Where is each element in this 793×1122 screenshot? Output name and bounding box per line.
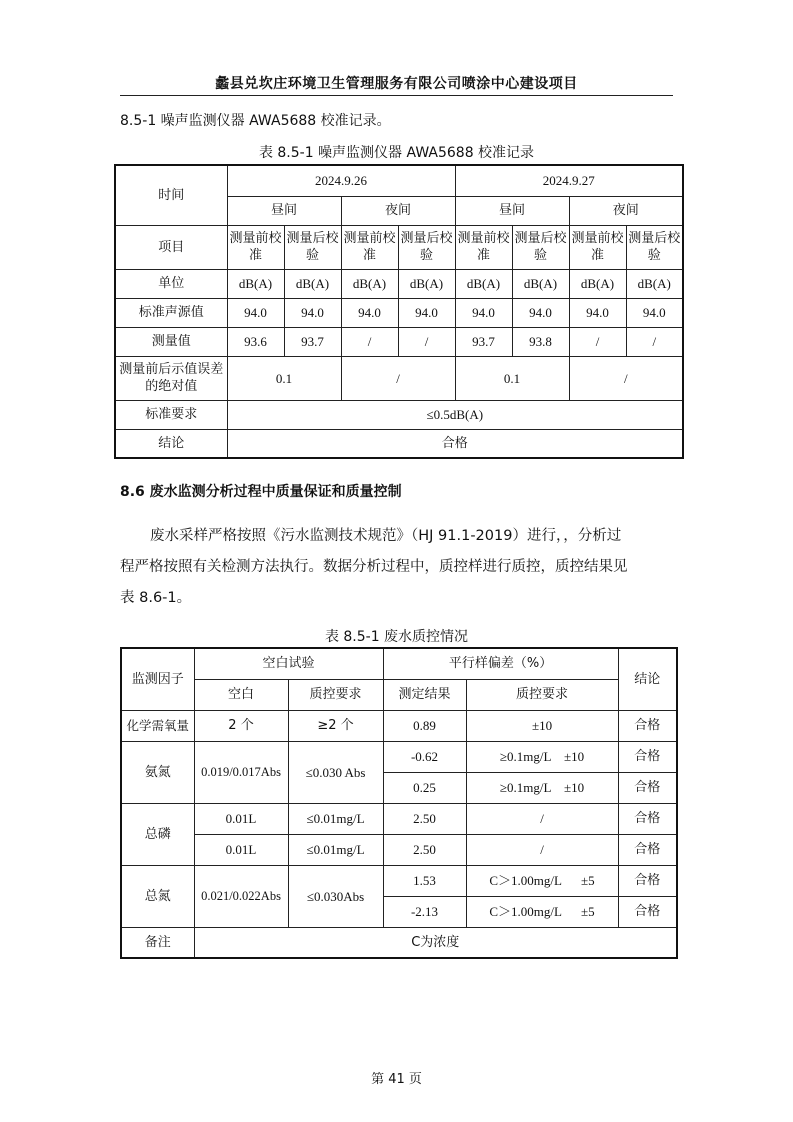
conclusion-cell: 合格	[618, 772, 677, 803]
item-cell: 测量后校验	[284, 225, 341, 269]
result-req-cell: ≥0.1mg/L ±10	[466, 772, 618, 803]
blank-req-cell: ≤0.030 Abs	[288, 741, 383, 803]
result-req-cell: ±10	[466, 710, 618, 741]
abs-error-cell: /	[569, 356, 683, 400]
standard-cell: 94.0	[512, 298, 569, 327]
page-header-title: 蠡县兑坎庄环境卫生管理服务有限公司喷涂中心建设项目	[215, 76, 578, 92]
result-cell: -2.13	[383, 896, 466, 927]
item-cell: 测量后校验	[398, 225, 455, 269]
remark-value: C为浓度	[194, 927, 677, 958]
conclusion-value: 合格	[227, 429, 683, 458]
measured-cell: 93.6	[227, 327, 284, 356]
conclusion-header: 结论	[618, 648, 677, 710]
requirement-value: ≤0.5dB(A)	[227, 400, 683, 429]
result-req-cell: ≥0.1mg/L ±10	[466, 741, 618, 772]
header-divider	[120, 95, 673, 96]
conclusion-label: 结论	[115, 429, 227, 458]
blank-cell: 0.019/0.017Abs	[194, 741, 288, 803]
abs-error-cell: 0.1	[227, 356, 341, 400]
standard-label: 标准声源值	[115, 298, 227, 327]
abs-error-label: 测量前后示值误差的绝对值	[115, 356, 227, 400]
measured-cell: /	[626, 327, 683, 356]
abs-error-cell: /	[341, 356, 455, 400]
measured-cell: /	[341, 327, 398, 356]
blank-cell: 0.01L	[194, 803, 288, 834]
qc-requirement-header: 质控要求	[288, 679, 383, 710]
standard-cell: 94.0	[227, 298, 284, 327]
time-label: 时间	[115, 165, 227, 225]
unit-cell: dB(A)	[398, 269, 455, 298]
page-number: 第 41 页	[371, 1072, 422, 1087]
blank-req-cell: ≥2 个	[288, 710, 383, 741]
conclusion-cell: 合格	[618, 865, 677, 896]
date-header: 2024.9.27	[455, 165, 683, 196]
parallel-header: 平行样偏差（%）	[383, 648, 618, 679]
measured-cell: /	[398, 327, 455, 356]
period-header: 昼间	[455, 196, 569, 225]
abs-error-cell: 0.1	[455, 356, 569, 400]
qc-requirement-header: 质控要求	[466, 679, 618, 710]
result-cell: 0.25	[383, 772, 466, 803]
table1-caption: 表 8.5-1 噪声监测仪器 AWA5688 校准记录	[258, 145, 535, 161]
measured-cell: 93.7	[455, 327, 512, 356]
body-paragraph	[120, 521, 676, 614]
standard-cell: 94.0	[341, 298, 398, 327]
result-req-cell: /	[466, 834, 618, 865]
blank-req-cell: ≤0.01mg/L	[288, 834, 383, 865]
item-cell: 测量前校准	[569, 225, 626, 269]
unit-cell: dB(A)	[569, 269, 626, 298]
item-cell: 测量前校准	[227, 225, 284, 269]
blank-header: 空白	[194, 679, 288, 710]
section-title: 8.6 废水监测分析过程中质量保证和质量控制	[120, 484, 402, 500]
item-label: 项目	[115, 225, 227, 269]
result-cell: 0.89	[383, 710, 466, 741]
result-req-cell: /	[466, 803, 618, 834]
period-header: 夜间	[341, 196, 455, 225]
unit-cell: dB(A)	[455, 269, 512, 298]
period-header: 昼间	[227, 196, 341, 225]
period-header: 夜间	[569, 196, 683, 225]
standard-cell: 94.0	[626, 298, 683, 327]
subsection-title: 8.5-1 噪声监测仪器 AWA5688 校准记录。	[120, 113, 391, 129]
standard-cell: 94.0	[398, 298, 455, 327]
unit-cell: dB(A)	[284, 269, 341, 298]
measured-cell: /	[569, 327, 626, 356]
wastewater-qc-table	[120, 647, 678, 959]
result-cell: 1.53	[383, 865, 466, 896]
factor-cell: 化学需氧量	[121, 710, 194, 741]
blank-cell: 0.01L	[194, 834, 288, 865]
paragraph-line: 表 8.6-1。	[120, 590, 192, 606]
result-cell: 2.50	[383, 834, 466, 865]
result-cell: 2.50	[383, 803, 466, 834]
result-req-cell: C＞1.00mg/L ±5	[466, 896, 618, 927]
unit-cell: dB(A)	[341, 269, 398, 298]
factor-header: 监测因子	[121, 648, 194, 710]
factor-cell: 氨氮	[121, 741, 194, 803]
measured-label: 测量值	[115, 327, 227, 356]
paragraph-line: 程严格按照有关检测方法执行。数据分析过程中，质控样进行质控，质控结果见	[120, 559, 628, 575]
date-header: 2024.9.26	[227, 165, 455, 196]
paragraph-line: 废水采样严格按照《污水监测技术规范》（HJ 91.1-2019）进行，，分析过	[150, 528, 622, 544]
standard-cell: 94.0	[284, 298, 341, 327]
unit-cell: dB(A)	[227, 269, 284, 298]
result-req-cell: C＞1.00mg/L ±5	[466, 865, 618, 896]
item-cell: 测量前校准	[455, 225, 512, 269]
conclusion-cell: 合格	[618, 896, 677, 927]
conclusion-cell: 合格	[618, 741, 677, 772]
calibration-table	[114, 164, 684, 459]
blank-req-cell: ≤0.030Abs	[288, 865, 383, 927]
standard-cell: 94.0	[455, 298, 512, 327]
item-cell: 测量后校验	[626, 225, 683, 269]
result-cell: -0.62	[383, 741, 466, 772]
blank-req-cell: ≤0.01mg/L	[288, 803, 383, 834]
conclusion-cell: 合格	[618, 803, 677, 834]
item-cell: 测量前校准	[341, 225, 398, 269]
unit-label: 单位	[115, 269, 227, 298]
blank-cell: 0.021/0.022Abs	[194, 865, 288, 927]
factor-cell: 总氮	[121, 865, 194, 927]
unit-cell: dB(A)	[512, 269, 569, 298]
measured-cell: 93.8	[512, 327, 569, 356]
blank-cell: 2 个	[194, 710, 288, 741]
requirement-label: 标准要求	[115, 400, 227, 429]
item-cell: 测量后校验	[512, 225, 569, 269]
blank-test-header: 空白试验	[194, 648, 383, 679]
standard-cell: 94.0	[569, 298, 626, 327]
table2-caption: 表 8.5-1 废水质控情况	[324, 629, 469, 645]
factor-cell: 总磷	[121, 803, 194, 865]
conclusion-cell: 合格	[618, 710, 677, 741]
result-header: 测定结果	[383, 679, 466, 710]
unit-cell: dB(A)	[626, 269, 683, 298]
conclusion-cell: 合格	[618, 834, 677, 865]
measured-cell: 93.7	[284, 327, 341, 356]
remark-label: 备注	[121, 927, 194, 958]
